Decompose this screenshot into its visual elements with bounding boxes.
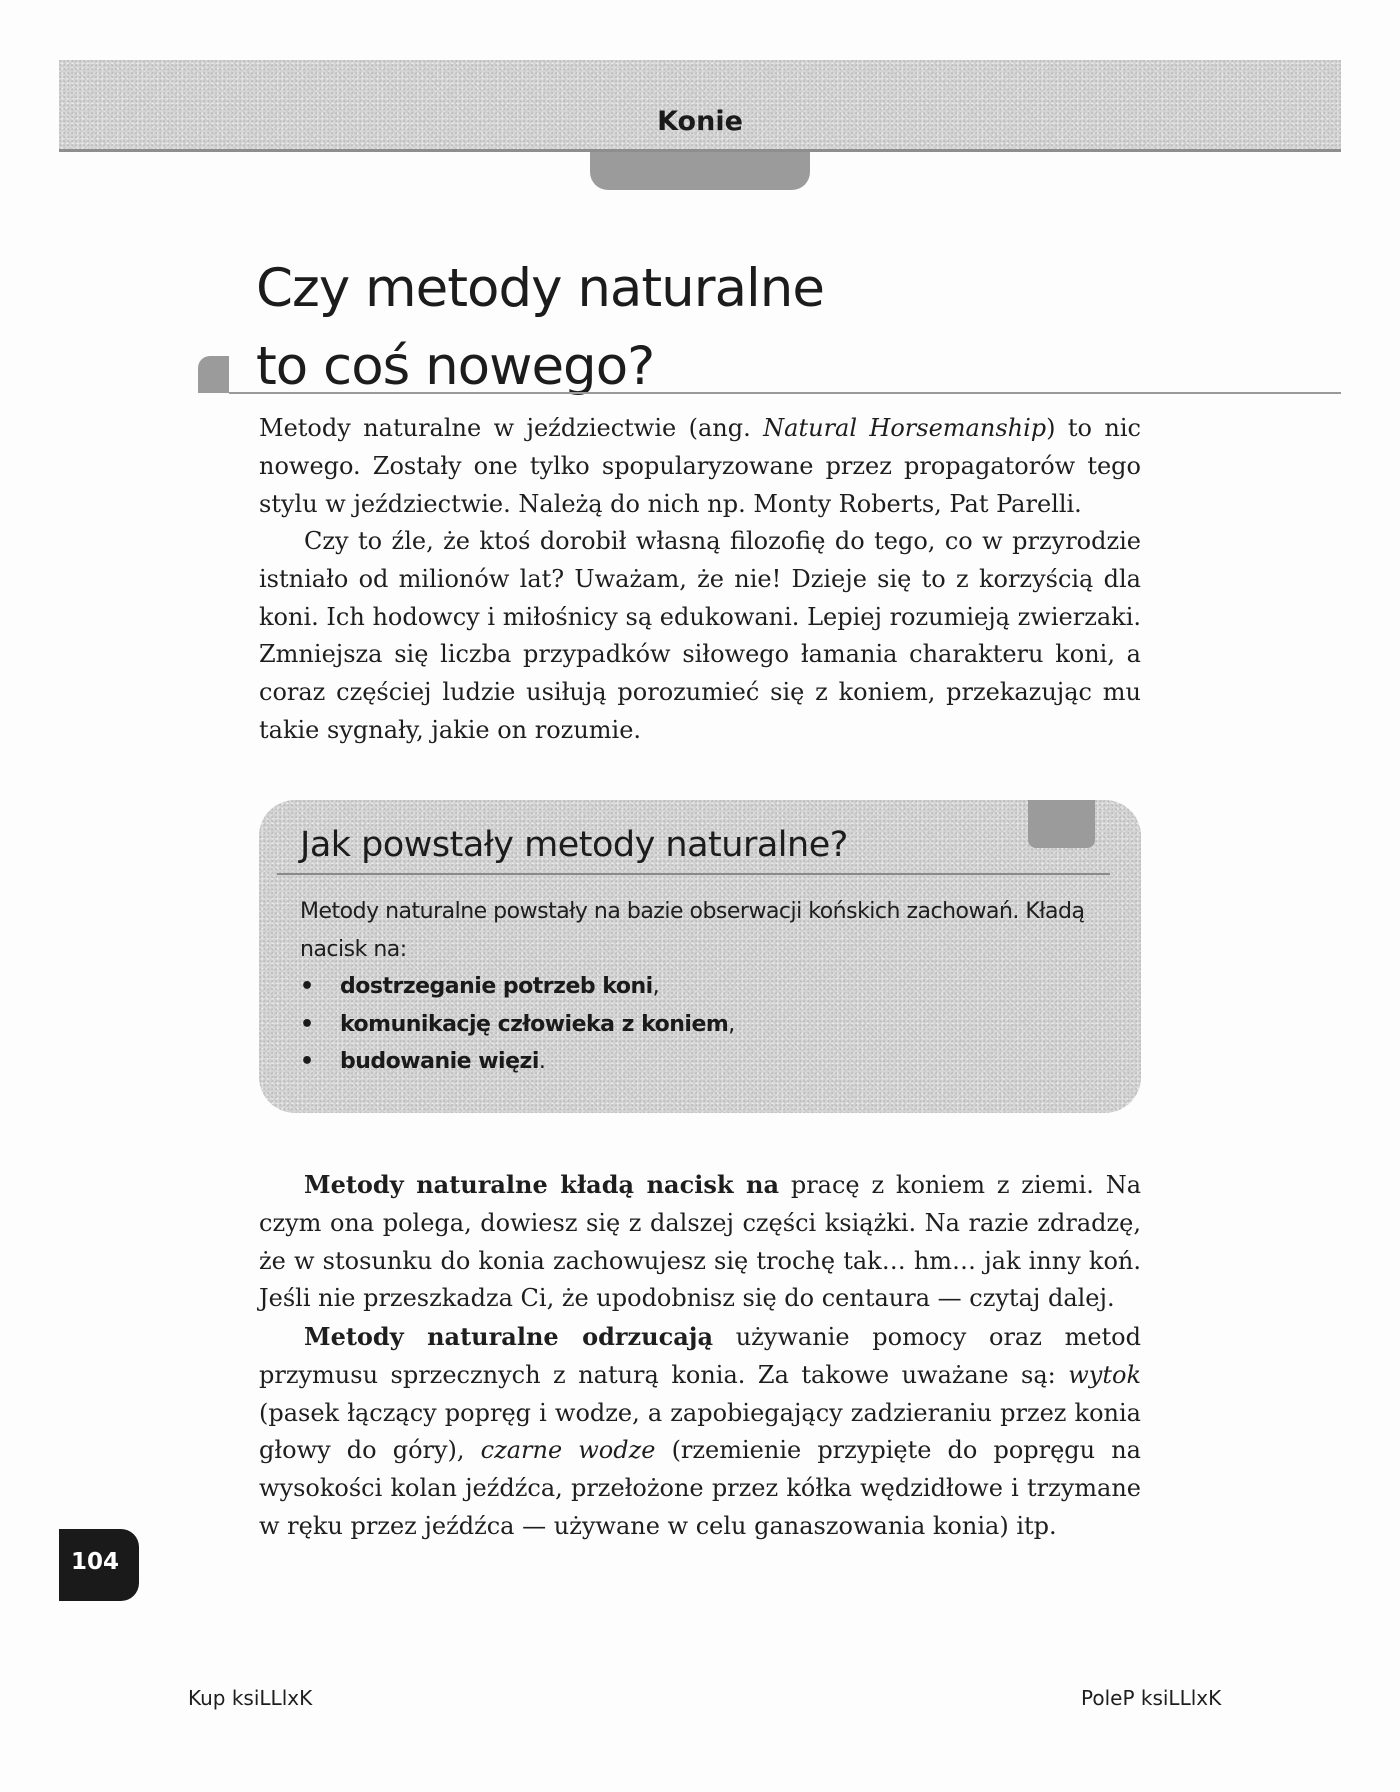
sidebar-tab: [1028, 800, 1095, 848]
buy-book-link[interactable]: Kup ksiLLlxK: [188, 1686, 313, 1710]
main-paragraph-2: [259, 1318, 1141, 1546]
main-p2-text-b: (pasek łączący popręg i wodze, a zapobiegający zadzieraniu przez konia głowy do góry),: [259, 1398, 1141, 1465]
list-item-bold: dostrzeganie potrzeb koni: [340, 974, 653, 999]
intro-paragraph-2: Czy to źle, że ktoś dorobił własną filozofię do tego, co w przyrodzie istniało od milionów lat? Uważam, że nie! Dzieje się to z korzyścią dla koni. Ich hodowcy i miłośnicy są edukowani. Lepiej rozumieją zwierzaki. Zmniejsza się liczba przypadków siłowego łamania charakteru koni, a coraz częściej ludzie usiłują porozumieć się z koniem, przekazując mu takie sygnały, jakie on rozumie.: [259, 527, 1141, 744]
list-item-suffix: .: [538, 1049, 546, 1074]
title-marker: [198, 356, 229, 393]
list-item-bold: komunikację człowieka z koniem: [340, 1011, 729, 1037]
main-p2-italic-1: wytok: [1068, 1360, 1141, 1389]
sidebar-rule: [277, 873, 1110, 875]
intro-p1-text-a: Metody naturalne w jeździectwie (ang.: [259, 414, 764, 442]
header-tab: [590, 152, 810, 190]
list-item-suffix: ,: [652, 974, 660, 999]
list-item: [300, 1043, 735, 1081]
list-item: [300, 1006, 735, 1044]
sidebar-title: Jak powstały metody naturalne?: [300, 825, 848, 865]
main-p2-bold: Metody naturalne odrzucają: [304, 1322, 713, 1351]
header-band: [59, 60, 1341, 152]
recommend-book-link[interactable]: PoleP ksiLLlxK: [1081, 1686, 1222, 1710]
intro-p1-text-b: ) to nic nowego. Zostały one tylko spopularyzowane przez propagatorów tego stylu w jeździectwie. Należą do nich np. Monty Roberts, Pat Parelli.: [259, 414, 1141, 518]
intro-paragraph-1: [259, 410, 1141, 523]
main-p2-text-a: używanie pomocy oraz metod przymusu sprzecznych z naturą konia. Za takowe uważane są:: [259, 1323, 1141, 1389]
main-p2-italic-2: czarne wodze: [480, 1436, 656, 1465]
main-p2-text-c: (rzemienie przypięte do popręgu na wysokości kolan jeźdźca, przełożone przez kółka wędzidłowe i trzymane w ręku przez jeźdźca — używane w celu ganaszowania konia) itp.: [259, 1436, 1141, 1540]
page-title-line-2: to coś nowego?: [256, 336, 655, 397]
bullet-icon: •: [300, 1011, 314, 1037]
list-item: [300, 968, 735, 1006]
bullet-icon: •: [300, 1049, 314, 1074]
bullet-icon: •: [300, 974, 314, 999]
list-item-bold: budowanie więzi: [340, 1049, 539, 1074]
page-number: 104: [70, 1549, 119, 1575]
list-item-suffix: ,: [728, 1011, 735, 1037]
main-p1-text: pracę z koniem z ziemi. Na czym ona polega, dowiesz się z dalszej części książki. Na razie zdradzę, że w stosunku do konia zachowujesz się trochę tak… hm… jak inny koń. Jeśli nie przeszkadza Ci, że upodobnisz się do centaura — czytaj dalej.: [259, 1171, 1141, 1313]
main-p1-bold: Metody naturalne kładą nacisk na: [304, 1170, 780, 1199]
sidebar-text: Metody naturalne powstały na bazie obserwacji końskich zachowań. Kładą nacisk na:: [300, 899, 1085, 962]
page-number-box: [59, 1529, 139, 1601]
title-rule: [229, 392, 1341, 394]
sidebar-list: [300, 968, 735, 1081]
section-name: Konie: [657, 106, 743, 137]
intro-p1-italic: Natural Horsemanship: [763, 414, 1047, 442]
page-title-line-1: Czy metody naturalne: [256, 258, 824, 319]
main-paragraph-1: [259, 1166, 1141, 1318]
page-title: [256, 250, 824, 406]
